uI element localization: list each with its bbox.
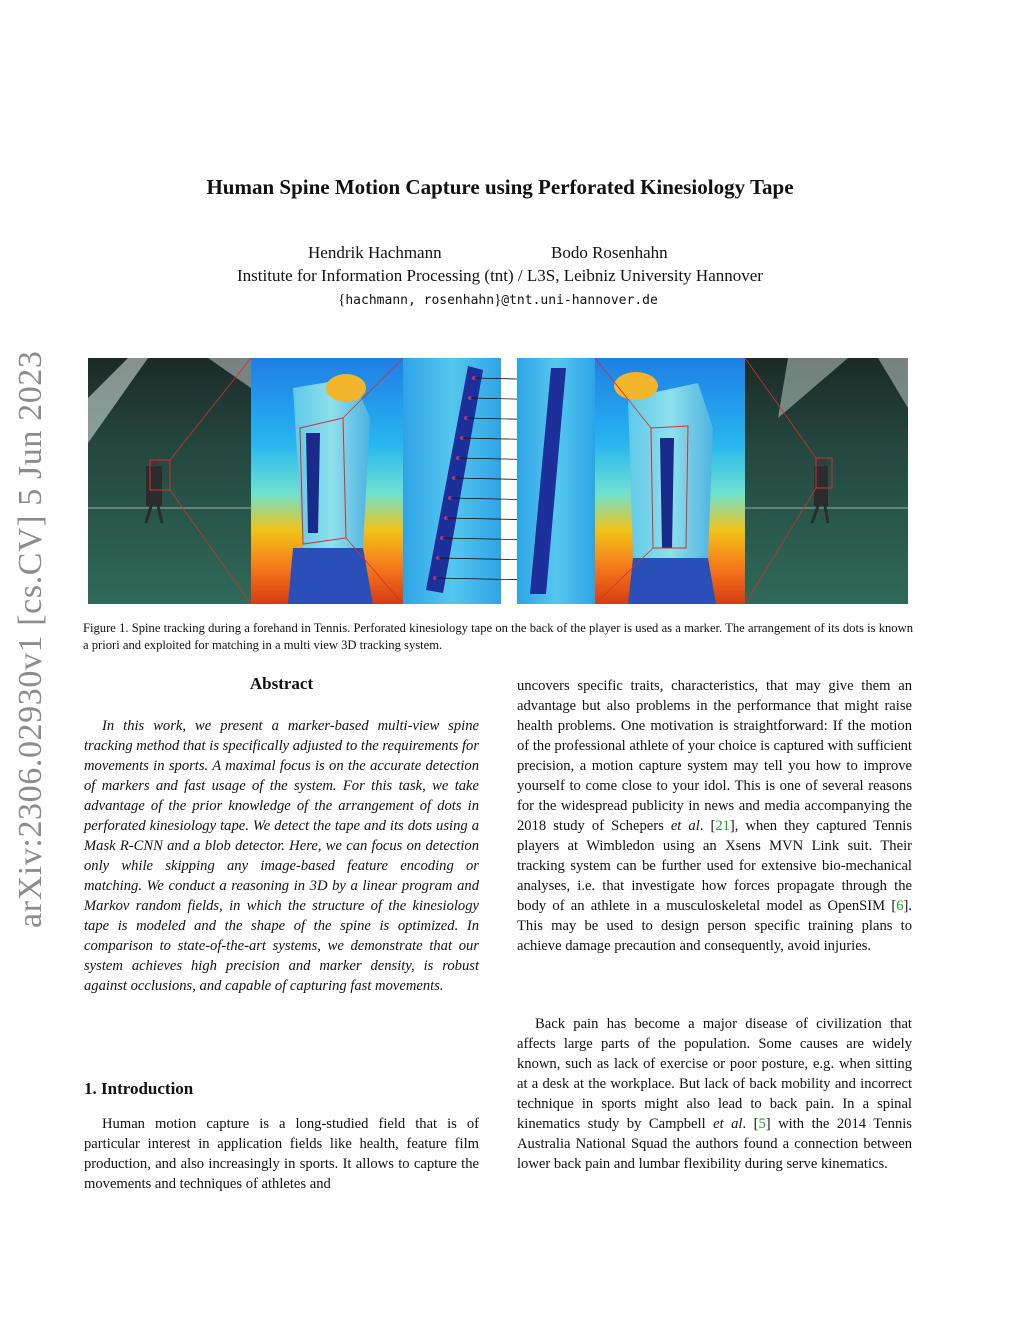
arxiv-stamp: arXiv:2306.02930v1 [cs.CV] 5 Jun 2023 bbox=[12, 350, 49, 928]
author-hachmann: Hendrik Hachmann bbox=[308, 243, 442, 262]
email-domain: @tnt.uni-hannover.de bbox=[501, 293, 658, 308]
citation-5[interactable]: 5 bbox=[758, 1116, 766, 1132]
paper-title: Human Spine Motion Capture using Perforated Kinesiology Tape bbox=[206, 175, 794, 199]
author-emails[interactable] bbox=[0, 292, 996, 309]
author-rosenhahn: Bodo Rosenhahn bbox=[551, 243, 668, 262]
email-open-brace: { bbox=[338, 292, 346, 308]
figure-1-image bbox=[88, 358, 908, 604]
intro-paragraph-1: Human motion capture is a long-studied field that is of particular interest in application fields like health, feature film production, and also increasingly in sports. It allows to capture the movements and techniques of athletes and bbox=[84, 1116, 479, 1192]
figure-1 bbox=[88, 358, 908, 604]
figure-caption: Figure 1. Spine tracking during a forehand in Tennis. Perforated kinesiology tape on the back of the player is used as a marker. The arrangement of its dots is known a priori and exploited for matching in a multi view 3D tracking system. bbox=[83, 621, 913, 652]
section-heading-introduction: 1. Introduction bbox=[84, 1079, 194, 1098]
right-column-paragraph-1: uncovers specific traits, characteristics, that may give them an advantage but also problems in the performance that might raise health problems. One motivation is straightforward: If the motion of the professional athlete of your choice is captured with sufficient precision, a motion capture system may tell you how to improve yourself to come close to your idol. This is one of several reasons for the widespread publicity in news and media accompanying the 2018 study of Schepers et al. [21], when they captured Tennis players at Wimbledon using an Xsens MVN Link suit. Their tracking system can be further used for extensive bio-mechanical analyses, i.e. that investigate how forces propagate through the body of an athlete in a musculoskeletal model as OpenSIM [6]. This may be used to design person specific training plans to achieve damage precaution and consequently, avoid injuries. bbox=[517, 678, 913, 954]
citation-21[interactable]: 21 bbox=[715, 818, 730, 834]
abstract-heading: Abstract bbox=[249, 674, 314, 693]
email-close-brace: } bbox=[494, 292, 502, 308]
right-column-paragraph-2: Back pain has become a major disease of civilization that affects large parts of the population. Some causes are widely known, such as lack of exercise or poor posture, e.g. when sitting at a desk at the workplace. But lack of back mobility and incorrect technique in sports might also lead to back pain. In a spinal kinematics study by Campbell et al. [5] with the 2014 Tennis Australia National Squad the authors found a connection between lower back pain and lumbar flexibility during serve kinematics. bbox=[517, 1016, 912, 1172]
email-names: hachmann, rosenhahn bbox=[345, 293, 495, 308]
citation-6[interactable]: 6 bbox=[896, 898, 904, 914]
abstract-text: In this work, we present a marker-based multi-view spine tracking method that is specifically adjusted to the requirements for movements in sports. A maximal focus is on the accurate detection of markers and fast usage of the system. For this task, we take advantage of the prior knowledge of the arrangement of dots in perforated kinesiology tape. We detect the tape and its dots using a Mask R-CNN and a blob detector. Here, we can focus on detection only while skipping any image-based feature encoding or matching. We conduct a reasoning in 3D by a linear program and Markov random fields, in which the structure of the kinesiology tape is modeled and the shape of the spine is optimized. In comparison to state-of-the-art systems, we demonstrate that our system achieves high precision and marker density, is robust against occlusions, and capable of capturing fast movements. bbox=[84, 718, 479, 994]
affiliation: Institute for Information Processing (tnt) / L3S, Leibniz University Hannover bbox=[237, 266, 763, 285]
